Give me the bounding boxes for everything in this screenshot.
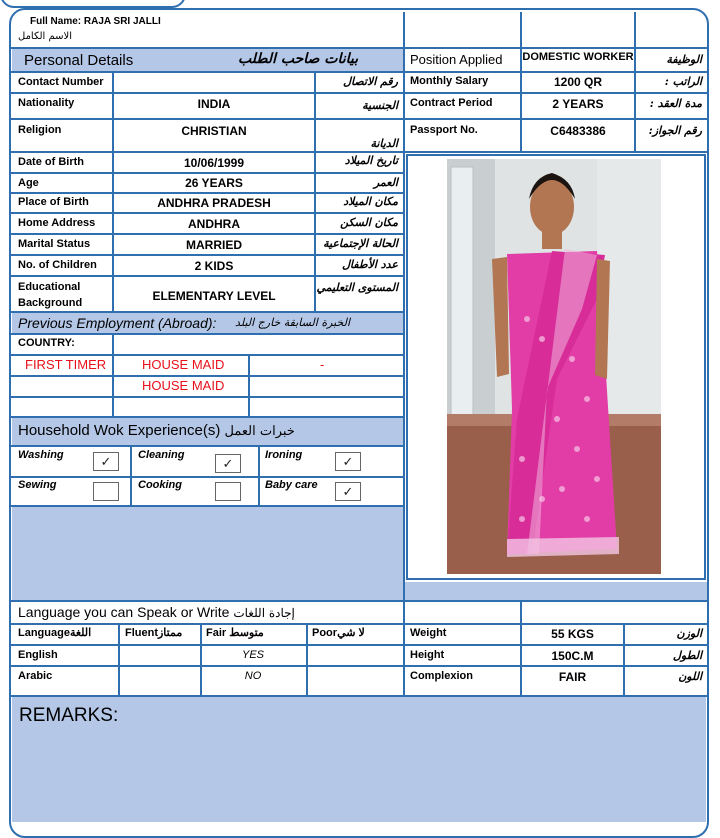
education-label-line1: Educational: [18, 281, 81, 293]
age-label: Age: [18, 177, 39, 189]
contract-period-label: Contract Period: [410, 97, 493, 109]
contract-period-value: 2 YEARS: [552, 97, 604, 111]
height-value: 150C.M: [551, 649, 594, 663]
cleaning-label: Cleaning: [138, 449, 185, 461]
sewing-checkbox[interactable]: [93, 482, 119, 501]
height-label: Height: [410, 649, 445, 661]
position-applied-label: Position Applied: [410, 52, 503, 67]
marital-status-ar: الحالة الإجتماعية: [323, 237, 398, 250]
cooking-checkbox[interactable]: [215, 482, 241, 501]
personal-details-title: Personal Details: [24, 52, 134, 69]
full-name-label: Full Name: RAJA SRI JALLI: [30, 16, 161, 27]
lang-col-poor: Poorلا شي: [312, 627, 365, 639]
religion-label: Religion: [18, 124, 62, 136]
country-label: COUNTRY:: [18, 337, 75, 349]
children-ar: عدد الأطفال: [341, 258, 398, 271]
complexion-value: FAIR: [558, 670, 587, 684]
home-address-value: ANDHRA: [188, 217, 240, 231]
dob-ar: تاريخ الميلاد: [344, 154, 398, 167]
remarks-title: REMARKS:: [19, 705, 119, 726]
children-value: 2 KIDS: [194, 259, 234, 273]
baby-care-label: Baby care: [265, 479, 318, 491]
lang-arabic-label: Arabic: [18, 670, 53, 682]
complexion-label: Complexion: [410, 670, 473, 682]
home-address-label: Home Address: [18, 217, 96, 229]
washing-checkbox[interactable]: ✓: [93, 452, 119, 471]
nationality-value: INDIA: [197, 97, 231, 111]
education-ar: المستوى التعليمي: [316, 281, 398, 294]
place-of-birth-ar: مكان الميلاد: [343, 195, 398, 208]
place-of-birth-label: Place of Birth: [18, 196, 89, 208]
sewing-label: Sewing: [18, 479, 57, 491]
weight-label: Weight: [410, 627, 447, 639]
passport-value: C6483386: [550, 124, 606, 138]
position-applied-ar: الوظيفة: [666, 53, 702, 66]
weight-value: 55 KGS: [551, 627, 594, 641]
employment-title-ar: الخبرة السابقة خارج البلد: [235, 316, 350, 329]
dob-label: Date of Birth: [18, 156, 84, 168]
dob-value: 10/06/1999: [183, 156, 245, 170]
weight-ar: الوزن: [676, 627, 702, 640]
monthly-salary-value: 1200 QR: [553, 75, 603, 89]
employment-country-1: FIRST TIMER: [25, 357, 107, 372]
nationality-label: Nationality: [18, 97, 75, 109]
cooking-label: Cooking: [138, 479, 182, 491]
empty-section: [12, 507, 403, 600]
monthly-salary-label: Monthly Salary: [410, 75, 489, 87]
household-title-ar: خبرات العمل: [224, 424, 295, 439]
photo-bottom-fill: [405, 582, 707, 600]
nationality-ar: الجنسية: [362, 99, 398, 112]
marital-status-value: MARRIED: [186, 238, 242, 252]
full-name-arabic: الاسم الكامل: [18, 31, 73, 42]
home-address-ar: مكان السكن: [340, 216, 398, 229]
children-label: No. of Children: [18, 259, 97, 271]
baby-care-checkbox[interactable]: ✓: [335, 482, 361, 501]
household-title: Household Wok Experience(s) خبرات العمل: [18, 422, 295, 439]
religion-ar: الديانة: [370, 137, 398, 150]
lang-col-fluent: Fluentممتاز: [125, 627, 183, 639]
monthly-salary-ar: الراتب :: [664, 75, 702, 88]
language-title: Language you can Speak or Write إجادة اللغات: [18, 604, 295, 620]
ironing-label: Ironing: [265, 449, 303, 461]
contact-number-label: Contact Number: [18, 76, 104, 88]
employment-position-1: HOUSE MAID: [142, 357, 225, 372]
personal-details-title-ar: بيانات صاحب الطلب: [237, 51, 358, 67]
contact-number-ar: رقم الاتصال: [343, 75, 398, 88]
full-name-value: RAJA SRI JALLI: [83, 16, 161, 27]
position-applied-value: DOMESTIC WORKER: [522, 51, 634, 63]
place-of-birth-value: ANDHRA PRADESH: [157, 196, 271, 210]
height-ar: الطول: [672, 649, 702, 662]
lang-col-fair: Fair متوسط: [206, 627, 264, 639]
cleaning-checkbox[interactable]: ✓: [215, 454, 241, 473]
passport-label: Passport No.: [410, 124, 478, 136]
lang-arabic-fair: NO: [244, 670, 262, 682]
lang-col-language: Languageاللغة: [18, 627, 92, 639]
age-value: 26 YEARS: [185, 176, 243, 190]
language-title-ar: إجادة اللغات: [233, 606, 295, 620]
contract-period-ar: مدة العقد :: [649, 97, 702, 110]
header-tab: [0, 0, 186, 8]
passport-ar: رقم الجواز:: [648, 124, 702, 137]
age-ar: العمر: [373, 176, 398, 189]
lang-english-fair: YES: [241, 649, 264, 661]
washing-label: Washing: [18, 449, 64, 461]
education-value: ELEMENTARY LEVEL: [152, 289, 276, 303]
lang-english-label: English: [18, 649, 58, 661]
ironing-checkbox[interactable]: ✓: [335, 452, 361, 471]
complexion-ar: اللون: [678, 670, 702, 683]
applicant-photo: [447, 159, 661, 574]
religion-value: CHRISTIAN: [181, 124, 247, 138]
employment-period-1: -: [320, 357, 325, 372]
education-label-line2: Background: [18, 297, 83, 309]
marital-status-label: Marital Status: [18, 238, 91, 250]
employment-position-2: HOUSE MAID: [142, 378, 225, 393]
employment-title: Previous Employment (Abroad):: [18, 315, 217, 331]
